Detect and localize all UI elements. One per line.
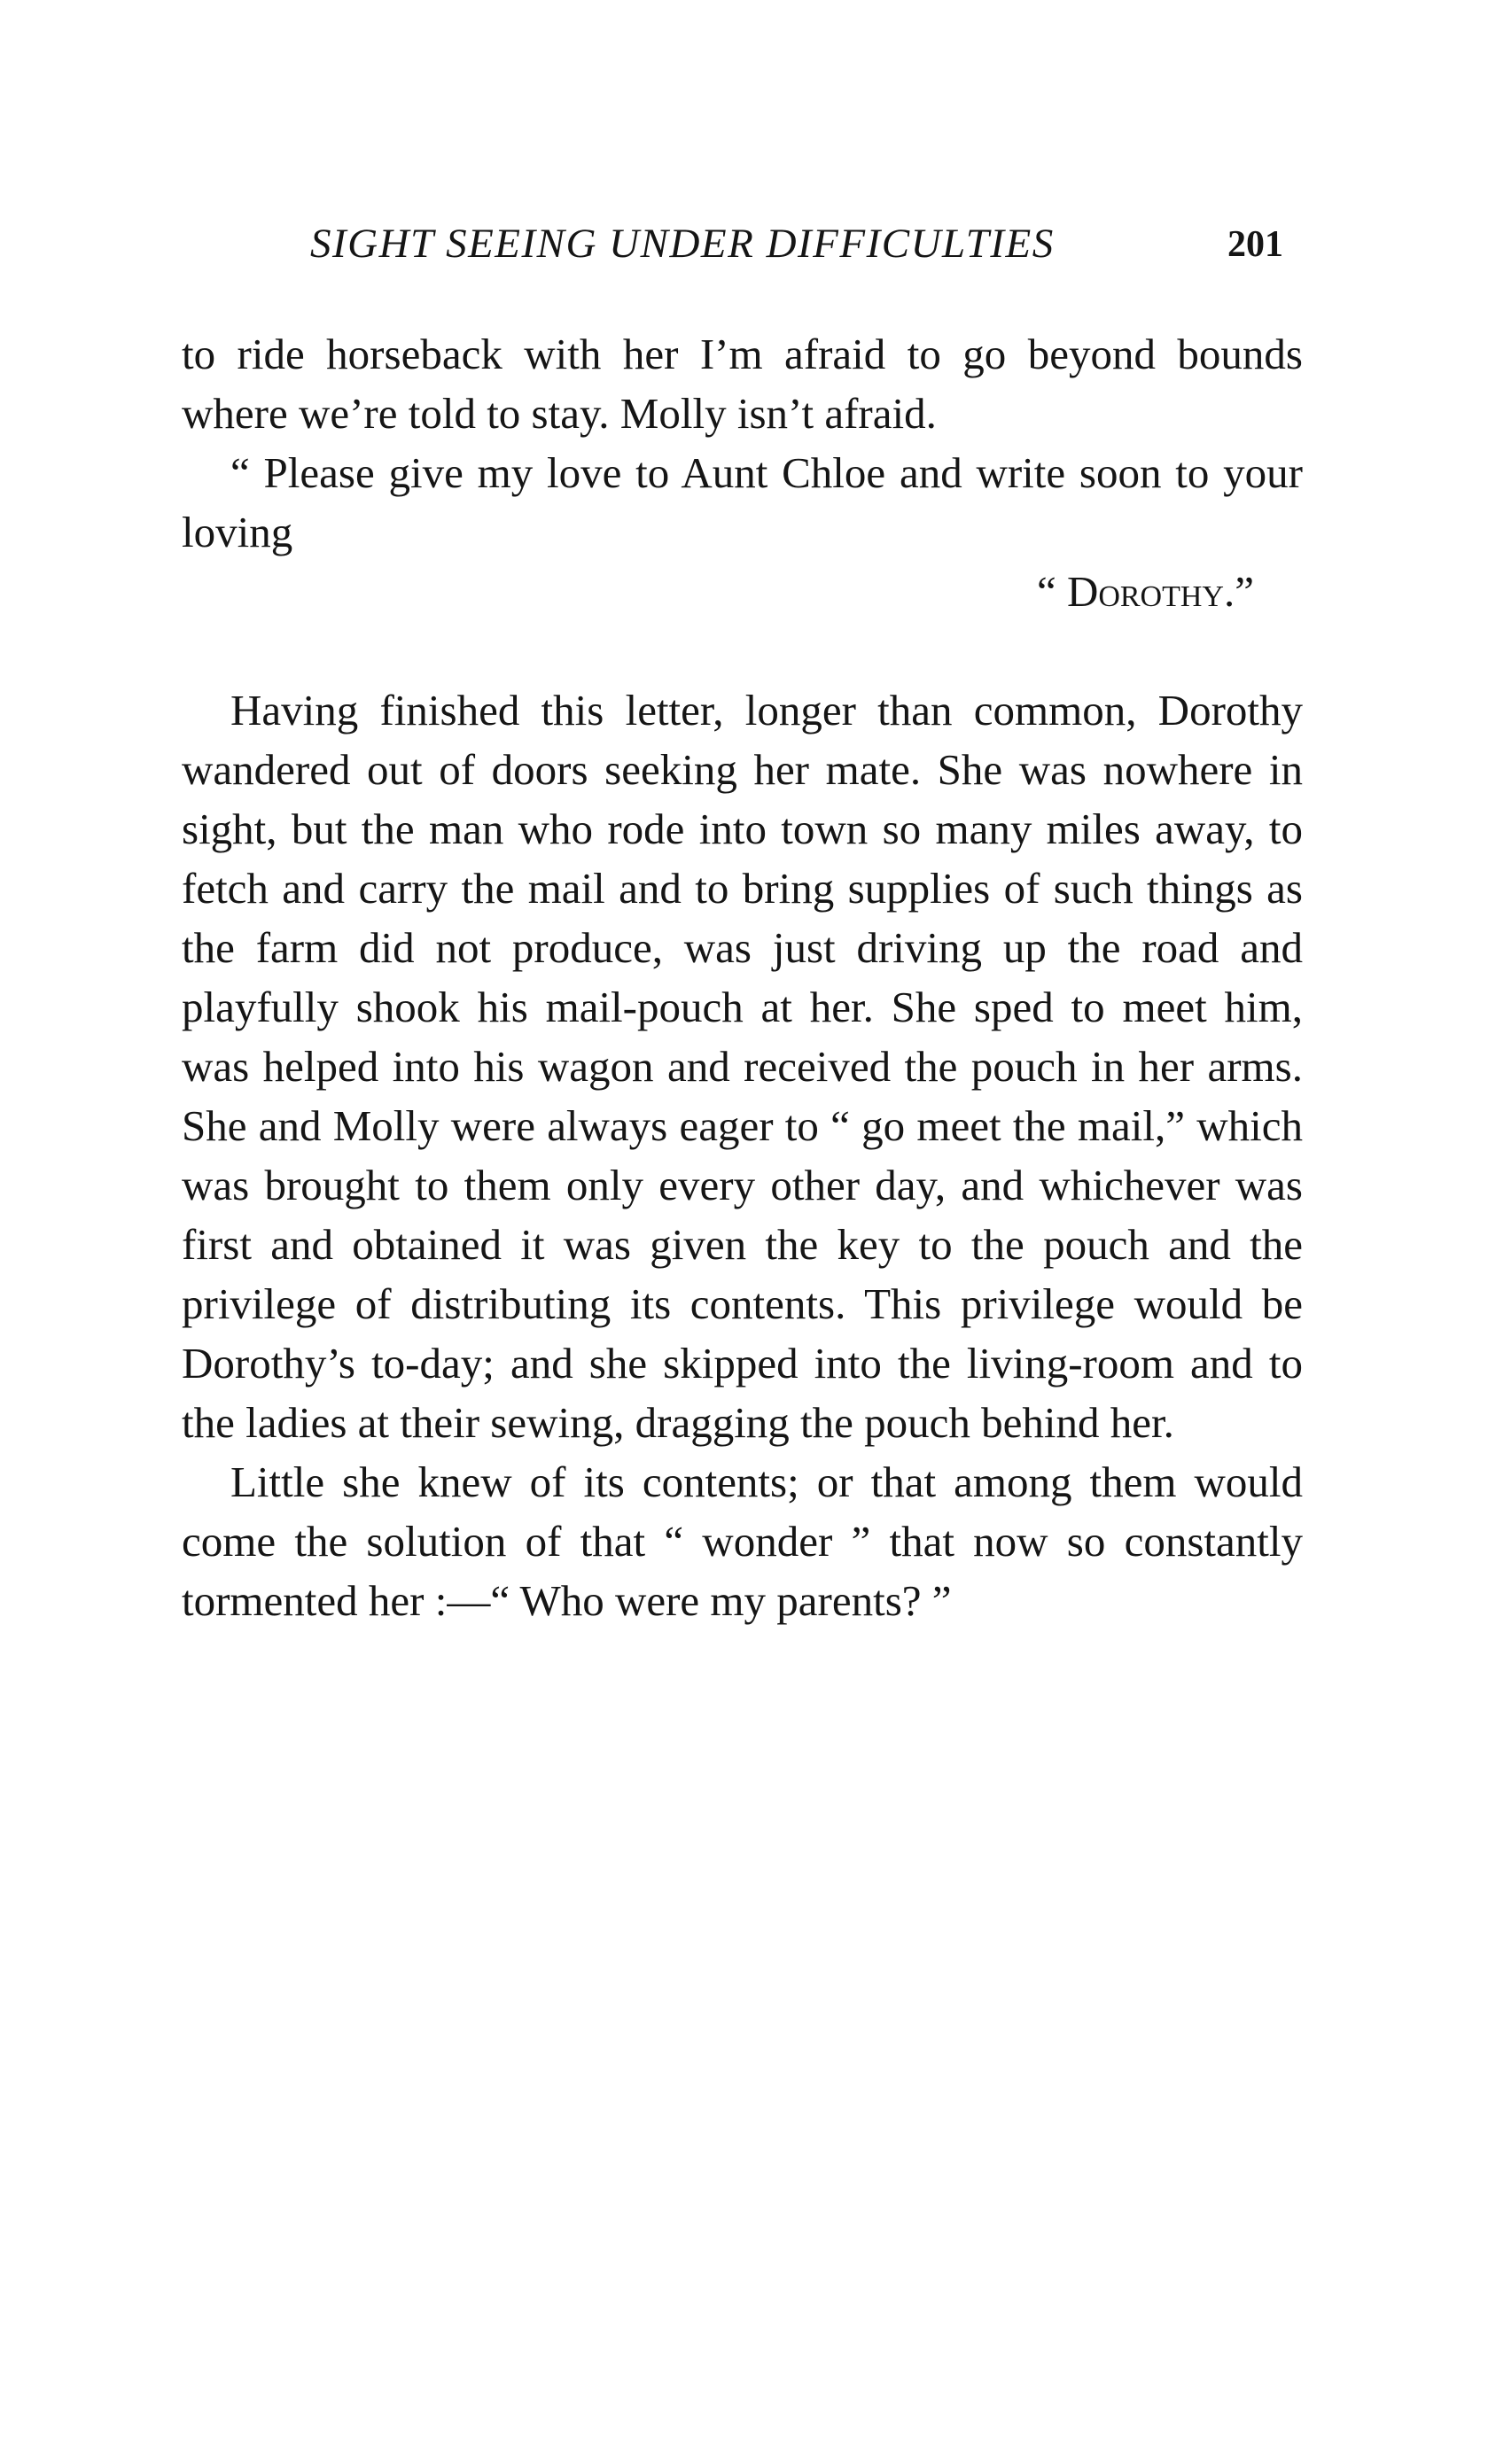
page-number: 201: [1227, 224, 1283, 265]
running-header: [310, 220, 1285, 282]
paragraph-mail-pouch: Having finished this letter, longer than common, Dorothy wandered out of doors seeking her mate. She was nowhere in sight, but the man who rode into town so many miles away, to fetch and carry the mail and to bring supplies of such things as the farm did not produce, was just driving up the road and playfully shook his mail-pouch at her. She sped to meet him, was helped into his wagon and received the pouch in her arms. She and Molly were always eager to “ go meet the mail,” which was brought to them only every other day, and whichever was first and obtained it was given the key to the pouch and the privilege of distributing its contents. This privilege would be Dorothy’s to-day; and she skipped into the living-room and to the ladies at their sewing, dragging the pouch behind her.: [182, 686, 1303, 1447]
signature-open-quote: “: [1036, 567, 1067, 616]
paragraph-contents: Little she knew of its contents; or that among them would come the solution of that “ wonder ” that now so constantly tormented her :—“ Who were my parents? ”: [182, 1457, 1303, 1625]
running-title: SIGHT SEEING UNDER DIFFICULTIES: [310, 221, 1055, 267]
page-body: [182, 324, 1303, 1630]
letter-continuation: to ride horseback with her I’m afraid to go beyond bounds where we’re told to stay. Molly isn’t afraid.: [182, 330, 1303, 438]
letter-signature: [182, 562, 1303, 621]
signature-name: Dorothy.: [1066, 567, 1235, 616]
signature-close-quote: ”: [1235, 567, 1254, 616]
letter-closing: “ Please give my love to Aunt Chloe and write soon to your loving: [182, 448, 1303, 556]
